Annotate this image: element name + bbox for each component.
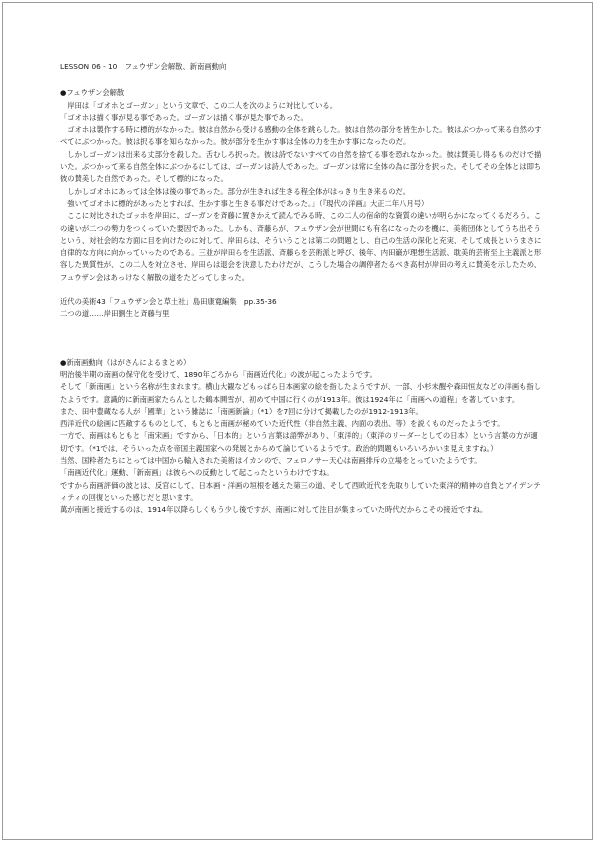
document-page <box>2 2 593 840</box>
paragraph: 当然、国粋者たちにとっては中国から輸入された美術はイカンので、フェロノサー天心は南画排斥の立場をとっていたようです。 <box>60 456 482 466</box>
lesson-title: LESSON 06 - 10 フュウザン会解散、新南画動向 <box>60 62 227 71</box>
paragraph: 一方で、南画はもともと「南宋画」ですから、「日本的」という言葉は語弊があり、「東洋的」（東洋のリーダーとしての日本）という言葉の方が適切です。（*1では、そういった点を帝国主義国家への発展とからめて論じているようです。政治的問題もいろいろかいま見えますね。） <box>60 431 538 453</box>
paragraph: 岸田は「ゴオホとゴーガン」という文章で、この二人を次のように対比している。 <box>60 100 337 110</box>
paragraph: しかしゴーガンは出来る丈部分を殺した。舌むしろ択った。彼は詩でないすべての自然を捨てる事を恐れなかった。彼は賛美し得るものだけで描いた。ぶつかって来る自然全体にぶつかるにしては、ゴーガンは詩人であった。ゴーガンは常に全体の為に部分を択った。そしてその全体とは即ち彼の賛美した自然であった。そして標的になった。 <box>60 149 542 184</box>
paragraph: 強いてゴオホに標的があったとすれば、生かす事と生きる事だけであった。」（『現代の洋画』大正二年八月号） <box>60 198 429 208</box>
paragraph: 「南画近代化」運動、「新南画」は彼らへの反動として起こったというわけですね。 <box>60 468 334 478</box>
paragraph: 西洋近代の絵画に匹敵するものとして、もともと南画が秘めていた近代性（非自然主義、内面の表出、等）を説くものだったようです。 <box>60 419 505 429</box>
section-heading-shin-nanga: ●新南画動向（はがさんによるまとめ） <box>60 357 191 367</box>
paragraph: また、田中豊蔵なる人が「國華」という雑誌に「南画新論」（*1）を7回に分けて掲載したのが1912-1913年。 <box>60 406 423 416</box>
paragraph: 「ゴオホは描く事が見る事であった。ゴーガンは描く事が見た事であった。 <box>60 112 308 122</box>
paragraph: 萬が南画と接近するのは、1914年以降らしくもう少し後ですが、南画に対して注目が集まっていた時代だからこその接近ですね。 <box>60 505 488 515</box>
source-subtitle: 二つの道……岸田劉生と斉藤与里 <box>60 309 170 319</box>
spacer <box>60 321 545 357</box>
document-body <box>60 61 545 517</box>
source-citation: 近代の美術43「フュウザン会と草土社」島田康寛編集 pp.35-36 <box>60 297 277 307</box>
section-heading-fusain: ●フュウザン会解散 <box>60 88 125 98</box>
paragraph: ですから南画評価の波とは、反官にして、日本画・洋画の垣根を越えた第三の道、そして西欧近代を先取りしていた東洋的精神の自負とアイデンティティの回復といった感じだと思います。 <box>60 480 541 502</box>
paragraph: 明治後半期の南画の保守化を受けて、1890年ごろから「南画近代化」の波が起こったようです。 <box>60 369 377 379</box>
paragraph: しかしゴオホにあっては全体は後の事であった。部分が生きれば生きる程全体がはっきり生き来るのだ。 <box>60 186 411 196</box>
spacer <box>60 284 545 296</box>
paragraph: ゴオホは製作する時に標的がなかった。彼は自然から受ける感動の全体を跳らした。彼は自然の部分を皆生かした。彼はぶつかって来る自然のすべてにぶつかった。彼は択る事を知らなかった。彼が部分を生かす事は全体の力を生かす事になったのだ。 <box>60 125 542 147</box>
paragraph: ここに対比されたゴッホを岸田に、ゴーガンを斉藤に置きかえて読んでみる時、この二人の宿命的な資質の違いが明らかになってくるだろう。この違いが二つの勢力をつくっていた要因であった。しかも、斉藤らが、フュウザン会が世間にも有名になったのを機に、美術団体としてうち出そうという、対社会的な方面に目を向けたのに対して、岸田らは、そういうことは第二の問題とし、自己の生活の深化と充実、そして成長というまさに自律的な方向に向かっていったのである。三並が岸田らを生活派、斉藤らを芸術派と呼び、後年、内田巌が理想生活派、耽美的芸術至上主義派と形容した異質性が、この二人を対立させ、岸田らは退会を決意したわけだが、こうした場合の調停者たるべき高村が岸田の考えに賛美を示したため、フュウザン会はあっけなく解散の道をたどってしまった。 <box>60 211 542 282</box>
paragraph: そして「新南画」という名称が生まれます。横山大観などもっぱら日本画家の絵を指したようですが、一部、小杉未醒や森田恒友などの洋画も指したようです。意識的に新南画家たらんとした鶴本鬨雪が、初めて中国に行くのが1913年。彼は1924年に「南画への道程」を著しています。 <box>60 382 542 404</box>
